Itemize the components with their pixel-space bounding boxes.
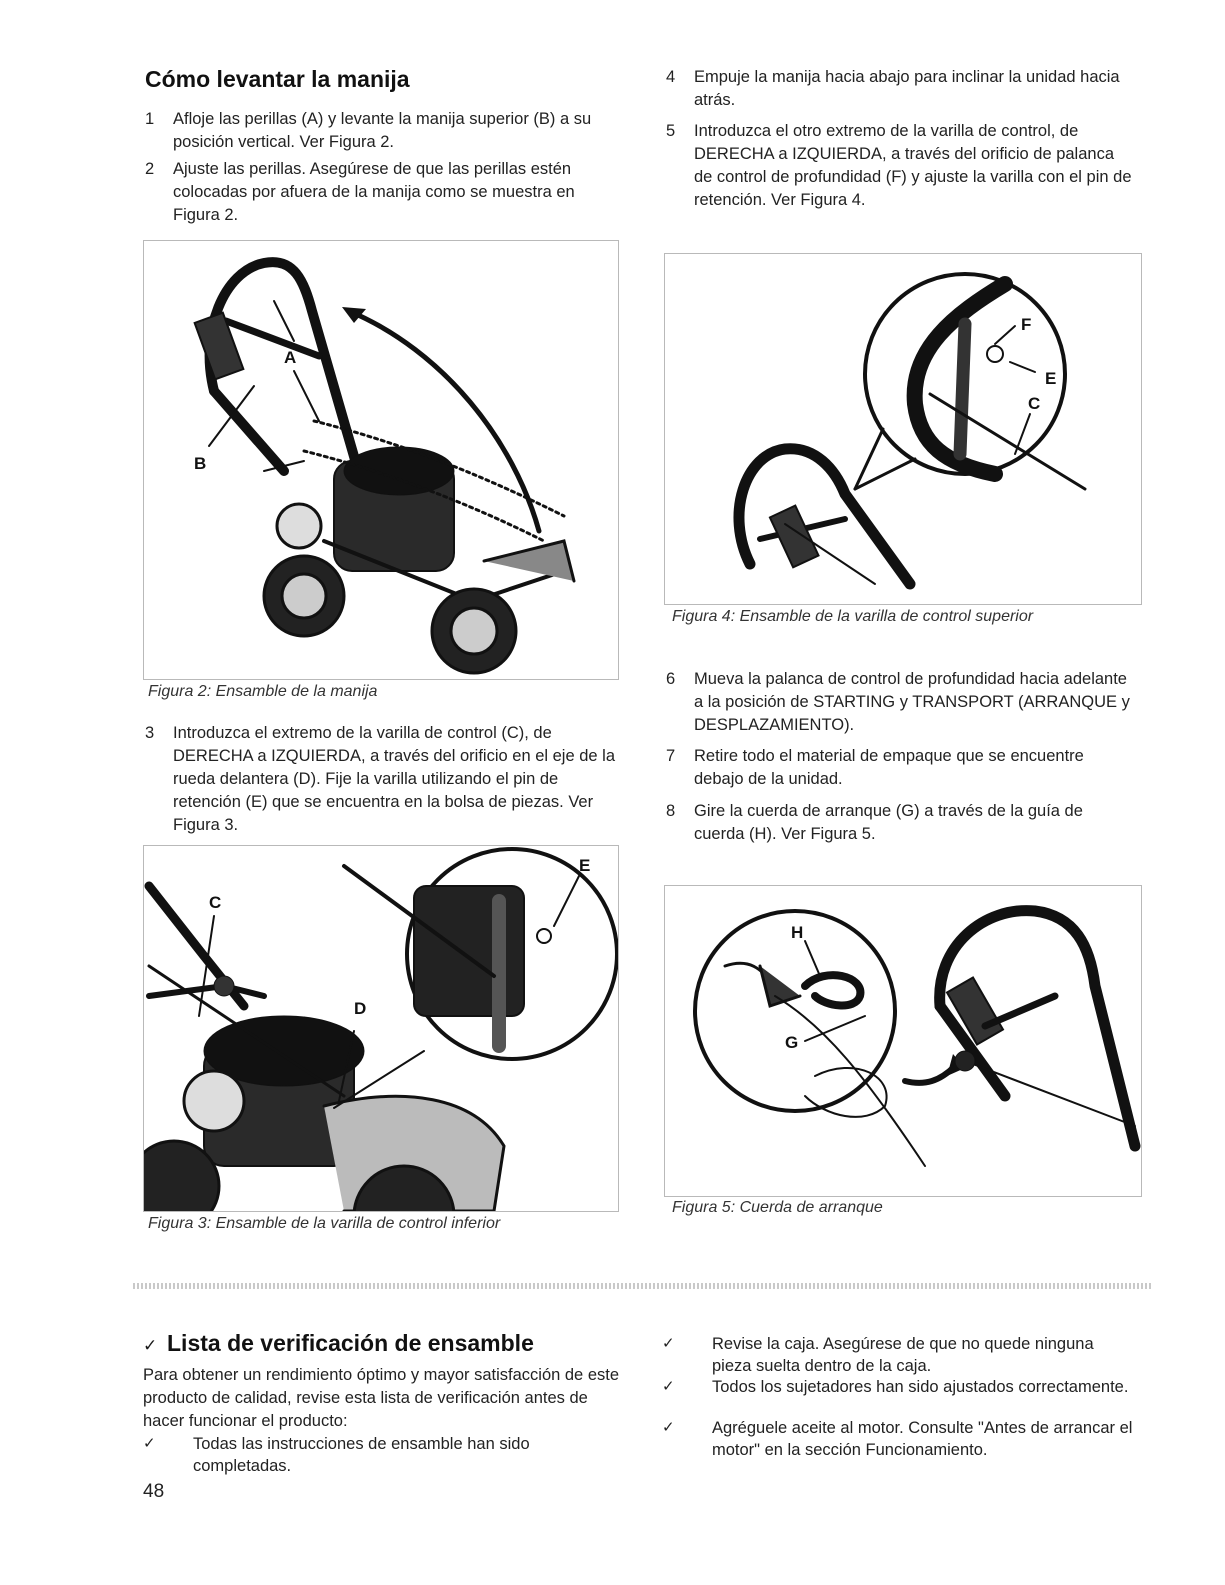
step-text: Ajuste las perillas. Asegúrese de que las perillas estén colocadas por afuera de la manija como se muestra en Figura 2. (173, 160, 575, 224)
figure-2-caption: Figura 2: Ensamble de la manija (148, 683, 378, 700)
checkmark-icon: ✓ (662, 1335, 675, 1352)
figure-3-caption: Figura 3: Ensamble de la varilla de control inferior (148, 1215, 501, 1232)
checklist-item-text: Todas las instrucciones de ensamble han sido completadas. (193, 1435, 530, 1475)
checklist-item (143, 1433, 593, 1477)
checkmark-icon: ✓ (143, 1336, 158, 1355)
checkmark-icon: ✓ (662, 1419, 675, 1436)
label-a: A (284, 348, 297, 367)
section-title-handle: Cómo levantar la manija (145, 66, 410, 92)
step-2 (145, 158, 605, 228)
step-text: Introduzca el extremo de la varilla de control (C), de DERECHA a IZQUIERDA, a través del orificio en el eje de la rueda delantera (D). Fije la varilla utilizando el pin de retención (E) que se encuentra en la bolsa de piezas. Ver Figura 3. (173, 724, 616, 834)
step-text: Retire todo el material de empaque que se encuentre debajo de la unidad. (694, 747, 1084, 788)
checkmark-icon: ✓ (143, 1435, 156, 1452)
checkmark-icon: ✓ (662, 1378, 675, 1395)
step-number: 7 (666, 747, 676, 765)
figure-5-image (664, 885, 1142, 1197)
label-h: H (791, 923, 804, 942)
figure-5-caption: Figura 5: Cuerda de arranque (672, 1199, 883, 1216)
step-1 (145, 108, 605, 156)
checklist-item (662, 1417, 1137, 1461)
step-7 (666, 745, 1136, 793)
step-number: 3 (145, 724, 155, 742)
checklist-heading (143, 1330, 643, 1360)
step-text: Gire la cuerda de arranque (G) a través de la guía de cuerda (H). Ver Figura 5. (694, 802, 1083, 843)
checklist-intro: Para obtener un rendimiento óptimo y mayor satisfacción de este producto de calidad, revise esta lista de verificación antes de hacer funcionar el producto: (143, 1366, 620, 1430)
step-text: Empuje la manija hacia abajo para inclinar la unidad hacia atrás. (694, 68, 1120, 109)
checklist-item-text: Revise la caja. Asegúrese de que no quede ninguna pieza suelta dentro de la caja. (712, 1335, 1094, 1375)
section-divider (133, 1283, 1153, 1289)
checklist-item (662, 1333, 1137, 1377)
step-number: 8 (666, 802, 676, 820)
checklist-title: Lista de verificación de ensamble (167, 1330, 534, 1356)
label-b: B (194, 454, 207, 473)
step-3 (145, 722, 620, 838)
figure-4-image (664, 253, 1142, 605)
figure-3-image (143, 845, 619, 1212)
label-c: C (209, 893, 222, 912)
figure-2-image (143, 240, 619, 680)
label-c: C (1028, 394, 1041, 413)
label-f: F (1021, 315, 1032, 334)
checklist-item-text: Todos los sujetadores han sido ajustados correctamente. (712, 1378, 1129, 1396)
step-text: Mueva la palanca de control de profundidad hacia adelante a la posición de STARTING y TRANSPORT (ARRANQUE y DESPLAZAMIENTO). (694, 670, 1130, 734)
step-number: 1 (145, 110, 155, 128)
checklist-item (662, 1376, 1137, 1420)
label-e: E (1045, 369, 1057, 388)
step-6 (666, 668, 1136, 738)
step-5 (666, 120, 1136, 214)
label-e: E (579, 856, 591, 875)
checklist-item-text: Agréguele aceite al motor. Consulte "Antes de arrancar el motor" en la sección Funcionamiento. (712, 1419, 1133, 1459)
step-number: 2 (145, 160, 155, 178)
step-number: 6 (666, 670, 676, 688)
label-d: D (354, 999, 367, 1018)
label-g: G (785, 1033, 799, 1052)
step-text: Introduzca el otro extremo de la varilla de control, de DERECHA a IZQUIERDA, a través del orificio de palanca de control de profundidad (F) y ajuste la varilla con el pin de retención. Ver Figura 4. (694, 122, 1132, 209)
step-number: 4 (666, 68, 676, 86)
step-4 (666, 66, 1136, 114)
page-number: 48 (143, 1481, 165, 1502)
step-number: 5 (666, 122, 676, 140)
step-8 (666, 800, 1136, 848)
figure-4-caption: Figura 4: Ensamble de la varilla de control superior (672, 608, 1034, 625)
step-text: Afloje las perillas (A) y levante la manija superior (B) a su posición vertical. Ver Figura 2. (173, 110, 592, 151)
